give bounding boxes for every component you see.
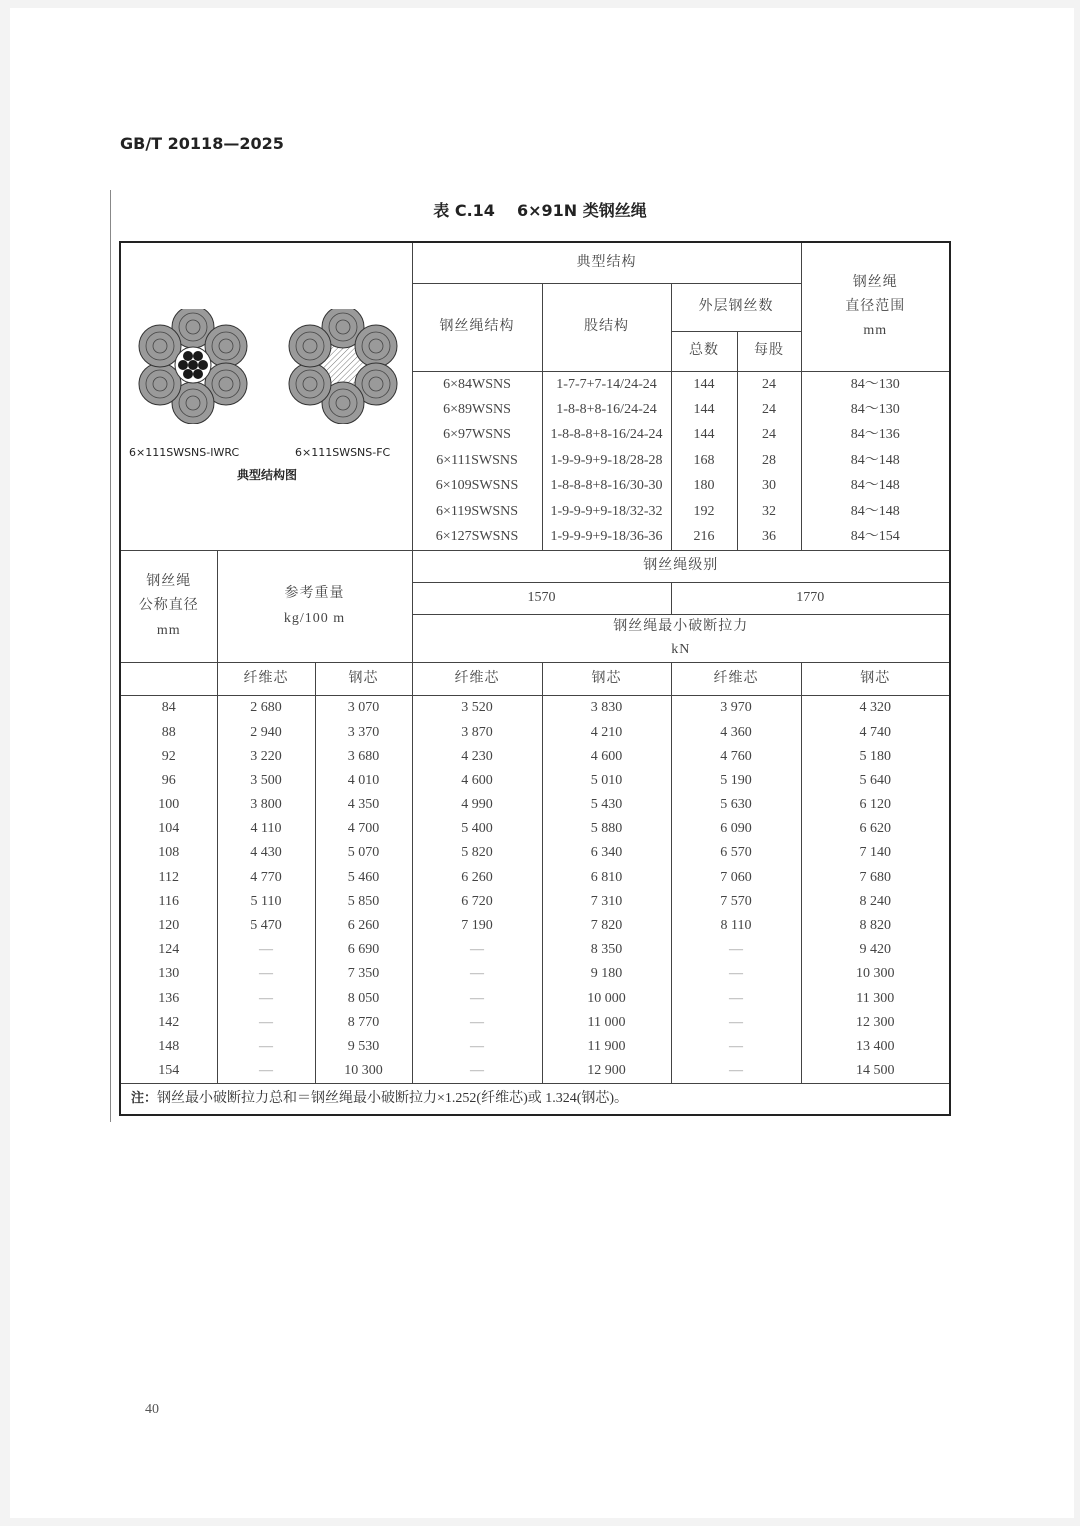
data-cell: 6 720 (412, 890, 542, 914)
data-cell: 4 230 (412, 745, 542, 769)
data-cell: 5 180 (801, 745, 950, 769)
data-cell: 10 300 (315, 1059, 412, 1083)
page-number: 40 (145, 1402, 159, 1417)
data-row (120, 1011, 950, 1035)
data-cell: 11 900 (542, 1035, 671, 1059)
data-cell: 5 850 (315, 890, 412, 914)
nominal-diameter-header: 钢丝绳 公称直径 mm (120, 551, 217, 663)
data-rows (120, 696, 950, 1084)
data-row (120, 914, 950, 938)
data-cell: 96 (120, 769, 217, 793)
data-cell: — (217, 1059, 315, 1083)
data-cell: 12 900 (542, 1059, 671, 1083)
data-cell: 4 360 (671, 721, 801, 745)
margin-rule (110, 190, 111, 1122)
data-cell: 6 570 (671, 841, 801, 865)
grade-1570: 1570 (412, 583, 671, 615)
note-label: 注： (131, 1091, 158, 1107)
data-cell: 6 120 (801, 793, 950, 817)
standard-number: GB/T 20118—2025 (120, 134, 284, 153)
data-cell: 6 340 (542, 841, 671, 865)
data-cell: 10 300 (801, 962, 950, 986)
data-cell: 3 370 (315, 721, 412, 745)
total-header: 总数 (671, 332, 737, 372)
data-cell: 5 110 (217, 890, 315, 914)
data-cell: 9 530 (315, 1035, 412, 1059)
data-cell: — (412, 1011, 542, 1035)
data-cell: 7 820 (542, 914, 671, 938)
reference-weight-header: 参考重量 kg/100 m (217, 551, 412, 663)
data-cell: 124 (120, 938, 217, 962)
data-cell: 6 090 (671, 817, 801, 841)
data-cell: — (217, 938, 315, 962)
data-cell: 4 210 (542, 721, 671, 745)
data-cell: 4 600 (412, 769, 542, 793)
data-row (120, 1035, 950, 1059)
data-cell: 6 810 (542, 866, 671, 890)
structure-row: 6×84WSNS 1-7-7+7-14/24-24 144 24 84～130 (120, 372, 950, 398)
data-cell: 3 520 (412, 696, 542, 721)
iwrc-rope-icon (139, 309, 247, 424)
data-cell: — (671, 1059, 801, 1083)
data-cell: 8 820 (801, 914, 950, 938)
data-cell: 108 (120, 841, 217, 865)
data-row (120, 793, 950, 817)
data-cell: 92 (120, 745, 217, 769)
data-cell: 10 000 (542, 987, 671, 1011)
data-cell: 5 470 (217, 914, 315, 938)
strand-structure-header: 股结构 (542, 283, 671, 372)
data-cell: 3 870 (412, 721, 542, 745)
figure-caption: 典型结构图 (236, 468, 297, 482)
data-cell: 7 310 (542, 890, 671, 914)
data-cell: — (217, 1035, 315, 1059)
data-cell: 5 640 (801, 769, 950, 793)
table-wrapper (119, 241, 951, 1116)
data-cell: 5 430 (542, 793, 671, 817)
figure-label-iwrc: 6×111SWSNS-IWRC (129, 446, 240, 459)
data-cell: 4 010 (315, 769, 412, 793)
data-cell: 3 500 (217, 769, 315, 793)
data-cell: 6 620 (801, 817, 950, 841)
structure-row: 6×89WSNS 1-8-8+8-16/24-24 144 24 84～130 (120, 398, 950, 423)
data-cell: — (217, 962, 315, 986)
data-cell: — (671, 962, 801, 986)
rope-cross-section-figure (121, 309, 413, 424)
force1770-fiber-core-header: 纤维芯 (671, 663, 801, 696)
figure-label-fc: 6×111SWSNS-FC (295, 446, 391, 459)
data-cell: 3 680 (315, 745, 412, 769)
table-number: 表 C.14 (433, 201, 495, 220)
note-text: 钢丝最小破断拉力总和＝钢丝绳最小破断拉力×1.252(纤维芯)或 1.324(钢芯)。 (157, 1091, 629, 1107)
data-cell: 148 (120, 1035, 217, 1059)
data-cell: — (412, 962, 542, 986)
data-cell: 14 500 (801, 1059, 950, 1083)
data-cell: 8 110 (671, 914, 801, 938)
figure-cell (120, 242, 412, 551)
data-row (120, 866, 950, 890)
data-row (120, 696, 950, 721)
data-cell: 5 190 (671, 769, 801, 793)
per-strand-header: 每股 (737, 332, 801, 372)
data-cell: 136 (120, 987, 217, 1011)
data-row (120, 987, 950, 1011)
weight-steel-core-header: 钢芯 (315, 663, 412, 696)
data-cell: 7 190 (412, 914, 542, 938)
data-cell: 7 350 (315, 962, 412, 986)
data-cell: 5 460 (315, 866, 412, 890)
data-cell: 5 880 (542, 817, 671, 841)
data-cell: 7 570 (671, 890, 801, 914)
data-row (120, 817, 950, 841)
data-cell: 3 800 (217, 793, 315, 817)
data-cell: 3 220 (217, 745, 315, 769)
fc-rope-icon (289, 309, 397, 424)
data-cell: 4 770 (217, 866, 315, 890)
data-cell: 8 770 (315, 1011, 412, 1035)
table-name: 6×91N 类钢丝绳 (516, 201, 647, 220)
data-cell: — (412, 938, 542, 962)
data-cell: 4 430 (217, 841, 315, 865)
force1570-steel-core-header: 钢芯 (542, 663, 671, 696)
data-cell: 3 970 (671, 696, 801, 721)
data-row (120, 890, 950, 914)
data-cell: 7 680 (801, 866, 950, 890)
typical-structure-header: 典型结构 (412, 242, 801, 283)
data-cell: 2 940 (217, 721, 315, 745)
data-row (120, 721, 950, 745)
outer-wires-header: 外层钢丝数 (671, 283, 801, 332)
data-cell: 4 600 (542, 745, 671, 769)
structure-row: 6×111SWSNS 1-9-9-9+9-18/28-28 168 28 84～148 (120, 449, 950, 474)
data-cell: 5 010 (542, 769, 671, 793)
data-cell: 6 260 (412, 866, 542, 890)
data-cell: 4 320 (801, 696, 950, 721)
data-cell: 11 000 (542, 1011, 671, 1035)
table-note (120, 1083, 950, 1115)
figure-box (121, 243, 413, 550)
data-cell: 84 (120, 696, 217, 721)
data-row (120, 769, 950, 793)
data-cell: 4 740 (801, 721, 950, 745)
force1570-fiber-core-header: 纤维芯 (412, 663, 542, 696)
data-cell: — (217, 987, 315, 1011)
data-cell: 4 350 (315, 793, 412, 817)
data-cell: 9 180 (542, 962, 671, 986)
structure-row: 6×127SWSNS 1-9-9-9+9-18/36-36 216 36 84～154 (120, 525, 950, 551)
data-cell: 3 070 (315, 696, 412, 721)
data-cell: — (412, 987, 542, 1011)
grade-header: 钢丝绳级别 (412, 551, 950, 583)
data-cell: — (412, 1035, 542, 1059)
data-cell: 9 420 (801, 938, 950, 962)
data-cell: — (671, 987, 801, 1011)
data-row (120, 962, 950, 986)
rope-structure-header: 钢丝绳结构 (412, 283, 542, 372)
data-cell: 4 990 (412, 793, 542, 817)
data-cell: — (671, 938, 801, 962)
diameter-range-header: 钢丝绳 直径范围 mm (801, 242, 950, 372)
data-cell: 13 400 (801, 1035, 950, 1059)
data-row (120, 745, 950, 769)
data-cell: — (412, 1059, 542, 1083)
data-cell: 142 (120, 1011, 217, 1035)
force1770-steel-core-header: 钢芯 (801, 663, 950, 696)
breaking-force-header: 钢丝绳最小破断拉力 kN (412, 615, 950, 663)
data-cell: 6 260 (315, 914, 412, 938)
structure-row: 6×109SWSNS 1-8-8-8+8-16/30-30 180 30 84～148 (120, 474, 950, 500)
nominal-diameter-header-cont (120, 663, 217, 696)
data-cell: 4 760 (671, 745, 801, 769)
data-cell: 3 830 (542, 696, 671, 721)
data-cell: 8 240 (801, 890, 950, 914)
data-row (120, 938, 950, 962)
data-cell: 2 680 (217, 696, 315, 721)
data-cell: — (671, 1035, 801, 1059)
data-cell: — (217, 1011, 315, 1035)
data-cell: 4 110 (217, 817, 315, 841)
data-row (120, 841, 950, 865)
grade-1770: 1770 (671, 583, 950, 615)
data-cell: 7 060 (671, 866, 801, 890)
structure-row: 6×97WSNS 1-8-8-8+8-16/24-24 144 24 84～136 (120, 423, 950, 449)
data-cell: 116 (120, 890, 217, 914)
data-cell: — (671, 1011, 801, 1035)
data-cell: 12 300 (801, 1011, 950, 1035)
data-cell: 120 (120, 914, 217, 938)
data-cell: 4 700 (315, 817, 412, 841)
data-cell: 130 (120, 962, 217, 986)
data-cell: 88 (120, 721, 217, 745)
rope-table (119, 241, 951, 1116)
data-cell: 8 050 (315, 987, 412, 1011)
data-cell: 104 (120, 817, 217, 841)
data-cell: 100 (120, 793, 217, 817)
data-cell: 5 070 (315, 841, 412, 865)
data-cell: 5 630 (671, 793, 801, 817)
weight-fiber-core-header: 纤维芯 (217, 663, 315, 696)
data-cell: 154 (120, 1059, 217, 1083)
table-title (0, 198, 1080, 221)
data-cell: 7 140 (801, 841, 950, 865)
data-cell: 6 690 (315, 938, 412, 962)
structure-row: 6×119SWSNS 1-9-9-9+9-18/32-32 192 32 84～148 (120, 500, 950, 525)
data-cell: 11 300 (801, 987, 950, 1011)
data-cell: 8 350 (542, 938, 671, 962)
data-cell: 112 (120, 866, 217, 890)
data-cell: 5 820 (412, 841, 542, 865)
data-cell: 5 400 (412, 817, 542, 841)
data-row (120, 1059, 950, 1083)
